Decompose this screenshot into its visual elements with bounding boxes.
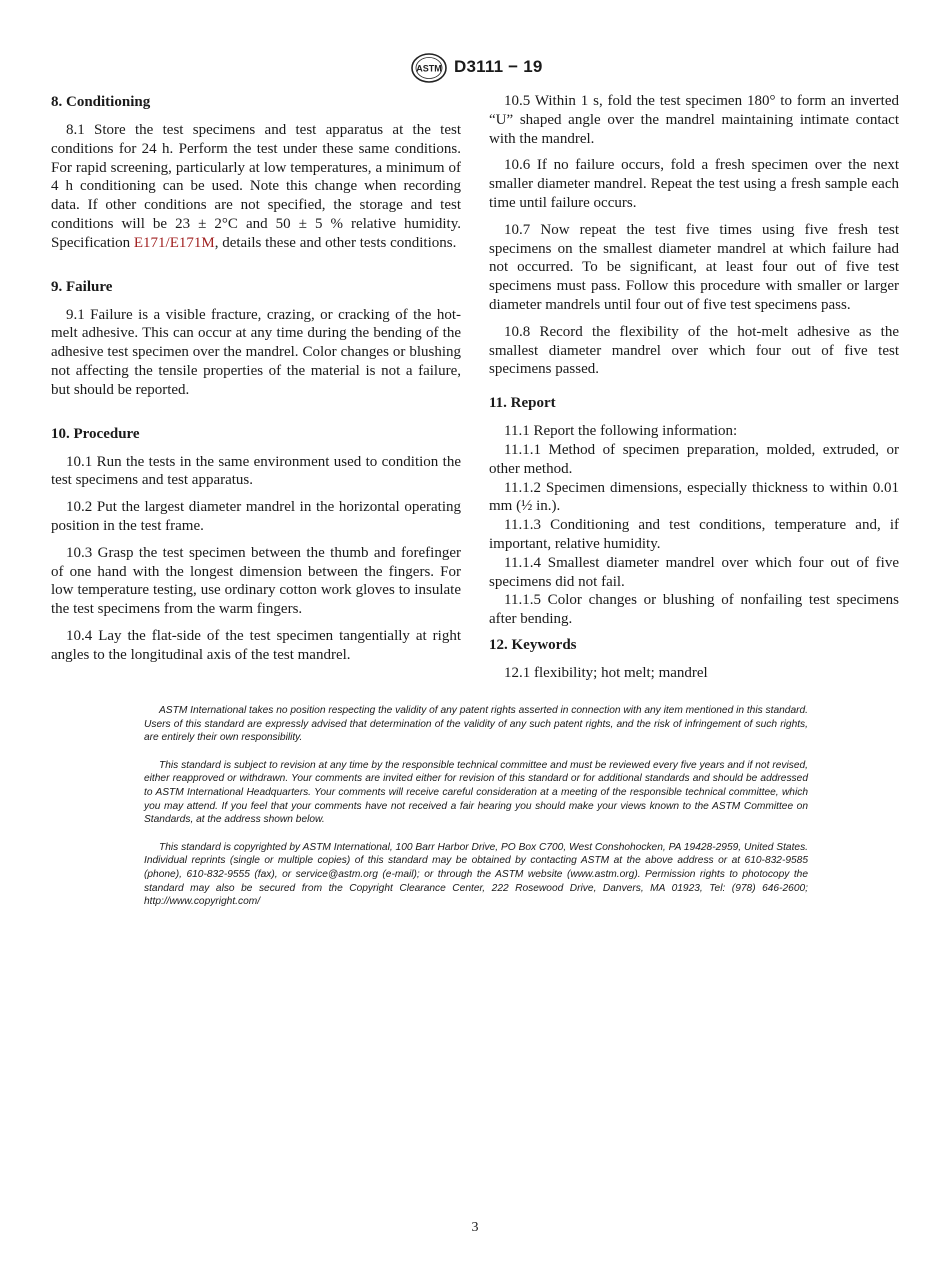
section-8-heading: 8. Conditioning — [51, 94, 151, 110]
section-10-6: 10.6 If no failure occurs, fold a fresh specimen over the next smaller diameter mandrel. Repeat the test using a fresh sample each time until failure occurs. — [489, 157, 899, 211]
section-11-1-5: 11.1.5 Color changes or blushing of nonfailing test specimens after bending. — [489, 592, 899, 628]
section-9-1: 9.1 Failure is a visible fracture, crazing, or cracking of the hot-melt adhesive. This can occur at any time during the bending of the adhesive test specimen over the mandrel. Color changes or blushing not affecting the tensile properties of the material is not a failure, but should be reported. — [51, 306, 461, 398]
svg-text:ASTM: ASTM — [416, 63, 442, 74]
section-11-1-1: 11.1.1 Method of specimen preparation, molded, extruded, or other method. — [489, 441, 899, 477]
section-12-1: 12.1 flexibility; hot melt; mandrel — [504, 664, 708, 681]
section-11-1: 11.1 Report the following information: — [504, 423, 738, 440]
section-10-8: 10.8 Record the flexibility of the hot-melt adhesive as the smallest diameter mandrel over which four out of five test specimens passed. — [489, 323, 899, 378]
section-10-heading: 10. Procedure — [51, 425, 140, 442]
document-number: D3111 − 19 — [454, 57, 543, 76]
section-10-2: 10.2 Put the largest diameter mandrel in the horizontal operating position in the test frame. — [51, 499, 461, 534]
section-10-4: 10.4 Lay the flat-side of the test specimen tangentially at right angles to the longitudinal axis of the test mandrel. — [51, 627, 461, 663]
section-10-1: 10.1 Run the tests in the same environment used to condition the test specimens and test apparatus. — [51, 453, 461, 489]
section-11-1-2: 11.1.2 Specimen dimensions, especially thickness to within 0.01 mm (½ in.). — [489, 479, 899, 515]
section-12-heading: 12. Keywords — [489, 636, 577, 653]
section-10-3: 10.3 Grasp the test specimen between the thumb and forefinger of one hand with the longest dimension between the fingers. For low temperature testing, use ordinary cotton work gloves to insulate the test specimens from the warm fingers. — [51, 544, 461, 618]
revision-notice: This standard is subject to revision at any time by the responsible technical committee and must be reviewed every five years and if not revised, either reapproved or withdrawn. Your comments are invited either for revision of this standard or for additional standards and should be addressed to ASTM International Headquarters. Your comments will receive careful consideration at a meeting of the responsible technical committee, which you may attend. If you feel that your comments have not received a fair hearing you should make your views known to the ASTM Committee on Standards, at the address shown below. — [144, 759, 808, 826]
patent-notice: ASTM International takes no position respecting the validity of any patent rights asserted in connection with any item mentioned in this standard. Users of this standard are expressly advised that determination of the validity of any such patent rights, and the risk of infringement of such rights, are entirely their own responsibility. — [144, 705, 808, 744]
copyright-notices — [144, 704, 808, 923]
section-9-heading: 9. Failure — [51, 278, 113, 295]
astm-logo-icon — [410, 52, 448, 84]
page-header — [0, 52, 950, 86]
left-column — [51, 92, 461, 673]
section-11-heading: 11. Report — [489, 395, 556, 412]
copyright-notice: This standard is copyrighted by ASTM International, 100 Barr Harbor Drive, PO Box C700, West Conshohocken, PA 19428-2959, United States. Individual reprints (single or multiple copies) of this standard may be obtained by contacting ASTM at the above address or at 610-832-9585 (phone), 610-832-9555 (fax), or service@astm.org (e-mail); or through the ASTM website (www.astm.org). Permission rights to photocopy the standard may also be secured from the Copyright Clearance Center, 222 Rosewood Drive, Danvers, MA 01923, Tel: (978) 646-2600; http://www.copyright.com/ — [144, 841, 808, 908]
section-11-1-4: 11.1.4 Smallest diameter mandrel over which four out of five specimens did not fail. — [489, 554, 899, 590]
section-11-1-3: 11.1.3 Conditioning and test conditions, temperature and, if important, relative humidity. — [489, 517, 899, 552]
section-10-5: 10.5 Within 1 s, fold the test specimen 180° to form an inverted “U” shaped angle over the mandrel maintaining intimate contact with the mandrel. — [489, 93, 899, 147]
right-column — [489, 92, 899, 691]
section-8-1: 8.1 Store the test specimens and test apparatus at the test conditions for 24 h. Perform the test under these same conditions. For rapid screening, particularly at low temperatures, a minimum of 4 h conditioning can be used. Note this change when recording data. If other conditions are not specified, the storage and test conditions will be 23 ± 2°C and 50 ± 5 % relative humidity. Specification E171/E171M, details these and other tests conditions. — [51, 122, 461, 251]
page-number: 3 — [471, 1220, 479, 1235]
e171-reference-link[interactable]: E171/E171M — [133, 234, 215, 251]
section-10-7: 10.7 Now repeat the test five times using five fresh test specimens on the smallest diameter mandrel at which failure had not occurred. To be significant, at least four out of five test specimens must pass. Follow this procedure with smaller or larger diameter mandrels until four out of five test specimens pass. — [489, 221, 899, 313]
